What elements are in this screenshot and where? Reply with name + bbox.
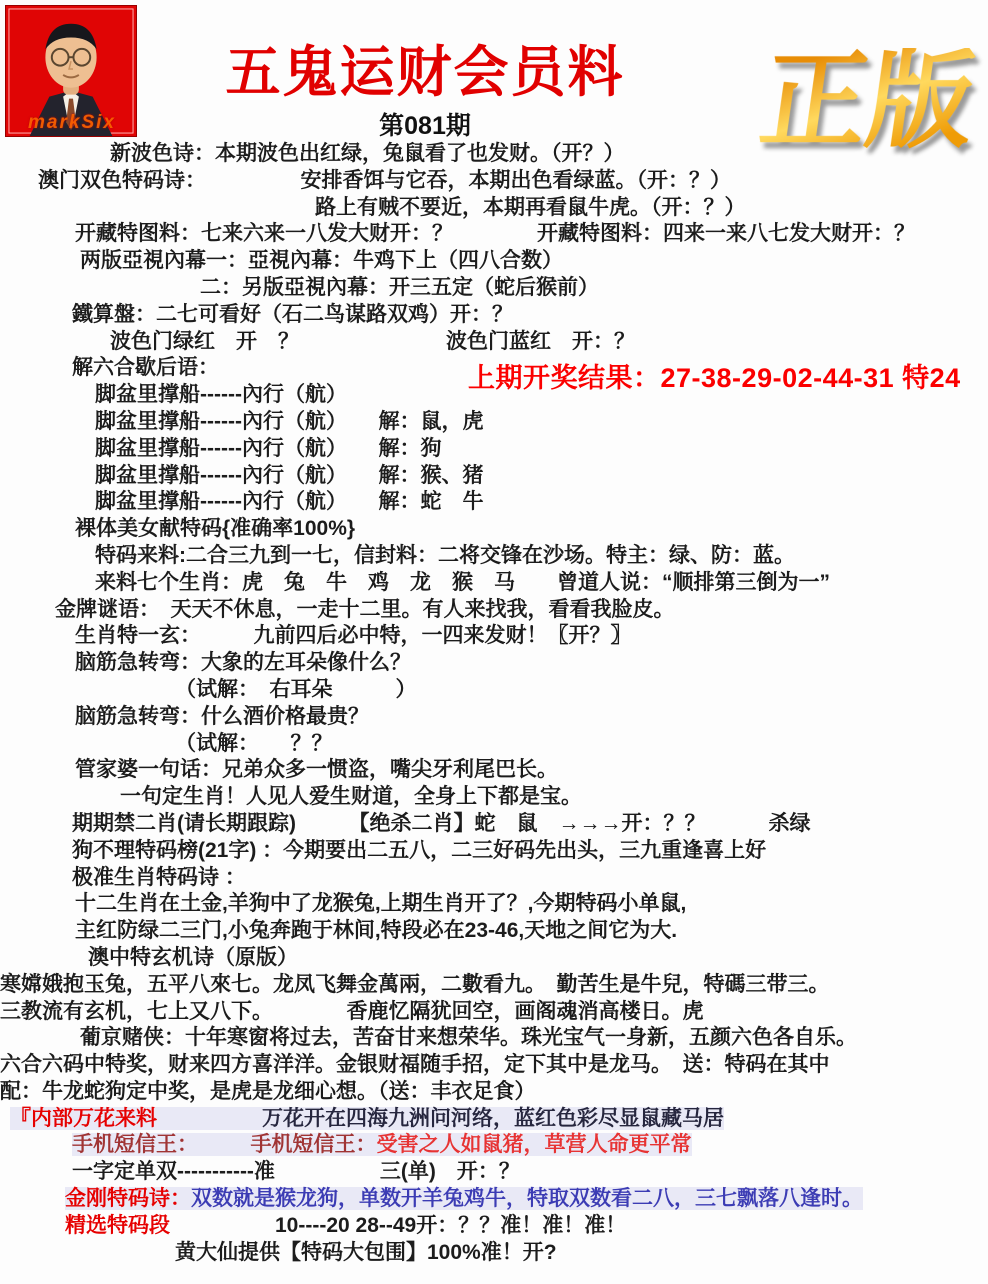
text-segment: 二：另版亞視內幕：开三五定（蛇后猴前） <box>200 275 599 299</box>
text-segment: 10----20 28--49开：？？准！准！准！ <box>170 1213 627 1237</box>
text-line <box>0 865 988 892</box>
text-line <box>0 1025 988 1052</box>
text-line <box>0 329 988 356</box>
text-segment: 生肖特一玄： 九前四后必中特，一四来发财！〖开？〗 <box>75 624 632 648</box>
text-segment: 极准生肖特码诗 ： <box>72 865 246 889</box>
text-line <box>0 489 988 516</box>
text-line <box>0 516 988 543</box>
text-segment: 两版亞視內幕一：亞視內幕：牛鸡下上（四八合数） <box>80 249 563 273</box>
text-line <box>0 463 988 490</box>
text-segment: 黄大仙提供【特码大包围】100%准！开? <box>175 1240 557 1264</box>
text-segment: 脚盆里撑船------內行（航） 解：鼠，虎 <box>95 409 484 433</box>
text-line <box>0 731 988 758</box>
text-segment: 澳门双色特码诗： 安排香饵与它吞，本期出色看绿蓝。（开：？） <box>38 168 731 192</box>
text-line <box>0 1213 988 1240</box>
text-segment: 葡京赌侠：十年寒窗将过去，苦奋甘来想荣华。珠光宝气一身新，五颜六色各自乐。 <box>80 1026 857 1050</box>
text-segment: 来料七个生肖：虎 兔 牛 鸡 龙 猴 马 曾道人说：“顺排第三倒为一” <box>95 570 830 594</box>
text-line <box>0 570 988 597</box>
text-line <box>0 784 988 811</box>
content-lines <box>0 141 988 1266</box>
text-segment: 万花开在四海九洲问河络，蓝红色彩尽显鼠藏马居 <box>157 1106 724 1130</box>
text-segment: 手机短信王： <box>72 1133 188 1157</box>
text-segment: 脚盆里撑船------內行（航） 解：猴、猪 <box>95 463 484 487</box>
text-line <box>0 409 988 436</box>
text-line <box>0 1186 988 1213</box>
text-segment: 十二生肖在土金,羊狗中了龙猴兔,上期生肖开了？,今期特码小单鼠, <box>75 892 687 916</box>
text-line <box>0 1132 988 1159</box>
portrait-photo <box>5 5 137 137</box>
text-line <box>0 543 988 570</box>
text-line <box>0 1052 988 1079</box>
text-line <box>0 1106 988 1133</box>
text-segment: 脑筋急转弯：大象的左耳朵像什么？ <box>75 651 411 675</box>
genuine-badge: 正版 <box>753 42 983 160</box>
text-segment: 脑筋急转弯：什么酒价格最贵？ <box>75 704 369 728</box>
text-segment: 金刚特码诗： <box>65 1187 191 1211</box>
text-segment: 鐵算盤：二七可看好（石二鸟谋路双鸡）开：？ <box>72 302 513 326</box>
text-segment: 金牌谜语： 天天不休息，一走十二里。有人来找我，看看我脸皮。 <box>55 597 675 621</box>
text-line <box>0 141 988 168</box>
text-line <box>0 168 988 195</box>
text-segment: 澳中特玄机诗（原版） <box>88 945 298 969</box>
text-segment: 脚盆里撑船------內行（航） <box>95 383 347 407</box>
issue-number: 第081期 <box>379 112 471 140</box>
text-segment: 脚盆里撑船------內行（航） 解：蛇 牛 <box>95 490 484 514</box>
text-segment: 六合六码中特奖，财来四方喜洋洋。金银财福随手招，定下其中是龙马。 送：特码在其中 <box>0 1053 830 1077</box>
text-line <box>0 972 988 999</box>
text-segment: 一字定单双-----------准 三(单) 开：？ <box>72 1160 520 1184</box>
text-line <box>0 918 988 945</box>
text-line <box>0 650 988 677</box>
text-segment: 特码来料:二合三九到一七，信封料：二将交锋在沙场。特主：绿、防：蓝。 <box>95 543 795 567</box>
text-segment: 裸体美女献特码{准确率100%} <box>75 517 356 541</box>
text-segment: 一句定生肖！人见人爱生财道，全身上下都是宝。 <box>120 785 582 809</box>
text-line <box>0 704 988 731</box>
text-segment: 双数就是猴龙狗，单数开羊兔鸡牛，特取双数看二八，三七飘落八逢时。 <box>191 1187 863 1211</box>
text-line <box>0 623 988 650</box>
text-line <box>0 436 988 463</box>
photo-watermark: markSix <box>28 112 116 133</box>
text-line <box>0 999 988 1026</box>
text-segment: 主红防绿二三门,小兔奔跑于林间,特段必在23-46,天地之间它为大. <box>75 919 678 943</box>
text-line <box>0 248 988 275</box>
text-segment: 开藏特图料：七来六来一八发大财开：？ 开藏特图料：四来一来八七发大财开：？ <box>75 222 915 246</box>
text-segment: 三教流有玄机，七上又八下。 香鹿忆隔犹回空，画阁魂消高楼日。虎 <box>0 999 704 1023</box>
text-segment: 解六合歇后语： <box>72 356 219 380</box>
text-line <box>0 195 988 222</box>
text-segment: 管家婆一句话：兄弟众多一惯盗，嘴尖牙利尾巴长。 <box>75 758 558 782</box>
text-line <box>0 945 988 972</box>
text-line <box>0 275 988 302</box>
text-segment: 狗不理特码榜(21字) ：今期要出二五八，二三好码先出头，三九重逢喜上好 <box>72 838 767 862</box>
text-line <box>0 355 988 382</box>
text-segment: 『内部万花来料 <box>10 1106 157 1130</box>
page-title: 五鬼运财会员料 <box>225 41 625 103</box>
text-line <box>0 1079 988 1106</box>
text-segment: （试解： ？？ <box>175 731 333 755</box>
text-segment: 寒嫦娥抱玉兔，五平八來七。龙凤飞舞金萬兩，二數看九。 勤苦生是牛兒，特碼三带三。 <box>0 972 830 996</box>
text-line <box>0 1240 988 1267</box>
text-line <box>0 382 988 409</box>
text-line <box>0 757 988 784</box>
text-line <box>0 811 988 838</box>
text-line <box>0 838 988 865</box>
text-line <box>0 1159 988 1186</box>
text-segment: 脚盆里撑船------內行（航） 解：狗 <box>95 436 442 460</box>
text-line <box>0 891 988 918</box>
text-segment: 配：牛龙蛇狗定中奖，是虎是龙细心想。（送：丰衣足食） <box>0 1079 536 1103</box>
text-line <box>0 221 988 248</box>
text-segment: 期期禁二肖(请长期跟踪) 【绝杀二肖】蛇 鼠 →→→开：？？ 杀绿 <box>72 811 811 835</box>
text-segment: 波色门绿红 开 ？ 波色门蓝红 开：？ <box>110 329 635 353</box>
text-segment: 路上有贼不要近，本期再看鼠牛虎。（开：？） <box>315 195 746 219</box>
text-segment: 手机短信王： <box>187 1133 377 1157</box>
text-segment: 受害之人如鼠猪，草营人命更平常 <box>376 1133 692 1157</box>
text-line <box>0 677 988 704</box>
text-segment: 精选特码段 <box>65 1213 170 1237</box>
text-segment: 新波色诗：本期波色出红绿，兔鼠看了也发财。（开？） <box>110 142 625 165</box>
text-line <box>0 302 988 329</box>
text-line <box>0 597 988 624</box>
text-segment: （试解： 右耳朵 ） <box>175 677 417 701</box>
result-banner: 上期开奖结果：27-38-29-02-44-31 特24 <box>468 363 961 393</box>
